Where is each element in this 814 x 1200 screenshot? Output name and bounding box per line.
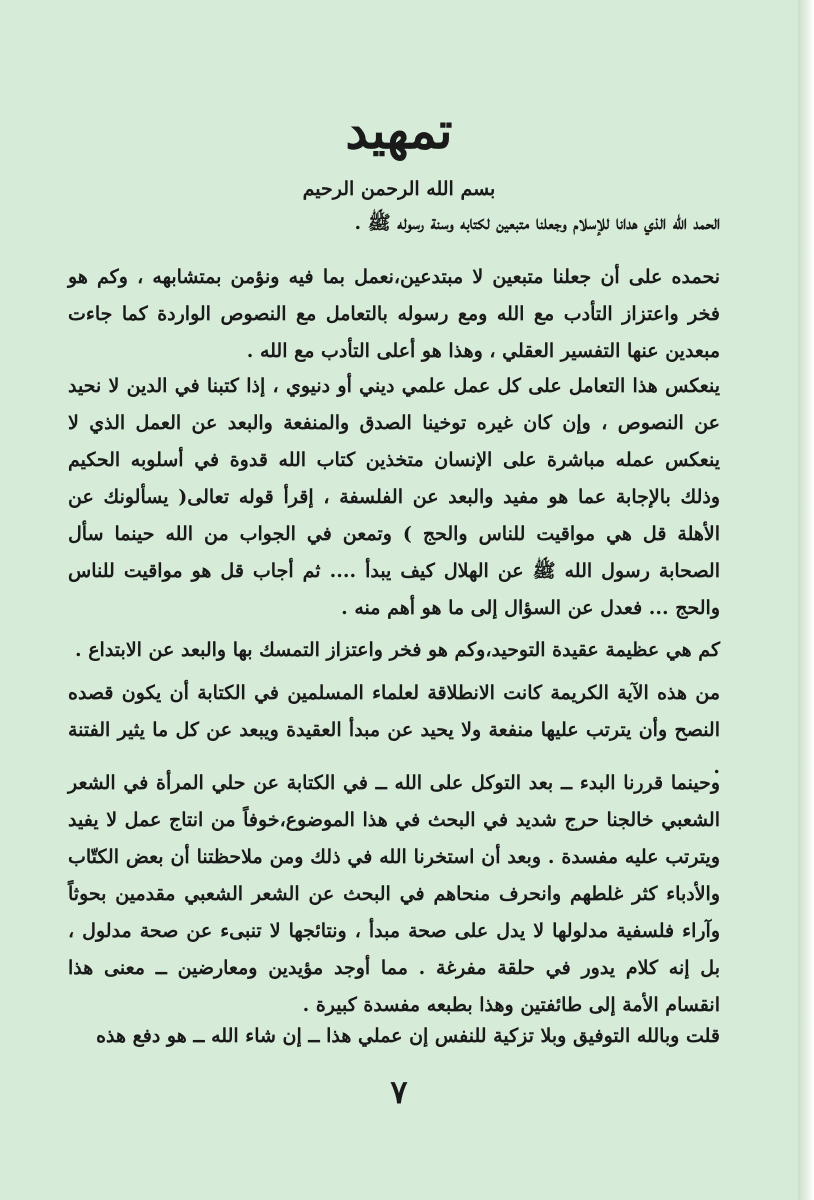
paragraph-4: من هذه الآية الكريمة كانت الانطلاقة لعلماء المسلمين في الكتابة أن يكون قصده النصح وأن يترتب عليها منفعة ولا يحيد عن مبدأ العقيدة ويبعد عن كل ما يثير الفتنة . xyxy=(68,682,721,778)
paragraph-3: كم هي عظيمة عقيدة التوحيد،وكم هو فخر واعتزاز التمسك بها والبعد عن الابتداع . xyxy=(74,639,720,661)
page-edge xyxy=(798,0,814,1200)
paragraph-5: وحينما قررنا البدء ــ بعد التوكل على الله ــ في الكتابة عن حلي المرأة في الشعر الشعبي خالجنا حرج شديد في البحث في هذا الموضوع،خوفاً من انتاج عمل لا يفيد ويترتب عليه مفسدة . وبعد أن استخرنا الله في ذلك ومن ملاحظتنا أن بعض الكتّاب والأدباء كثر غلطهم وانحرف منحاهم في البحث عن الشعر الشعبي مقدمين بحوثاً وآراء فلسفية مدلولها لا يدل على صحة مبدأ ، ونتائجها لا تنبىء عن صحة مدلول ، بل إنه كلام يدور في حلقة مفرغة . مما أوجد مؤيدين ومعارضين ــ معنى هذا انقسام الأمة إلى طائفتين وهذا بطبعه مفسدة كبيرة . xyxy=(68,772,720,1016)
paragraph-1: نحمده على أن جعلنا متبعين لا مبتدعين،نعمل بما فيه ونؤمن بمتشابهه ، وكم هو فخر واعتزاز التأدب مع الله ومع رسوله بالتعامل مع النصوص الواردة كما جاءت مبعدين عنها التفسير العقلي ، وهذا هو أعلى التأدب مع الله . xyxy=(68,266,720,362)
page-title: تمهيد xyxy=(345,101,453,160)
opening-praise: الحمد الله الذي هدانا للإسلام وجعلنا متبعين لكتابه وسنة رسوله ﷺ . xyxy=(354,212,720,234)
basmala: بسم الله الرحمن الرحيم xyxy=(302,178,496,200)
paragraph-2: ينعكس هذا التعامل على كل عمل علمي ديني أو دنيوي ، إذا كتبنا في الدين لا نحيد عن النصوص ، وإن كان غيره توخينا الصدق والمنفعة والبعد عن العمل الذي لا ينعكس عمله مباشرة على الإنسان متخذين كتاب الله قدوة في أسلوبه الحكيم وذلك بالإجابة عما هو مفيد والبعد عن الفلسفة ، إقرأ قوله تعالى( يسألونك عن الأهلة قل هي مواقيت للناس والحج ) وتمعن في الجواب من الله حينما سأل الصحابة رسول الله ﷺ عن الهلال كيف يبدأ .... ثم أجاب قل هو مواقيت للناس والحج ... فعدل عن السؤال إلى ما هو أهم منه . xyxy=(68,375,720,619)
paragraph-6: قلت وبالله التوفيق وبلا تزكية للنفس إن عملي هذا ــ إن شاء الله ــ هو دفع هذه xyxy=(96,1025,720,1047)
page-number: ٧ xyxy=(390,1073,408,1111)
